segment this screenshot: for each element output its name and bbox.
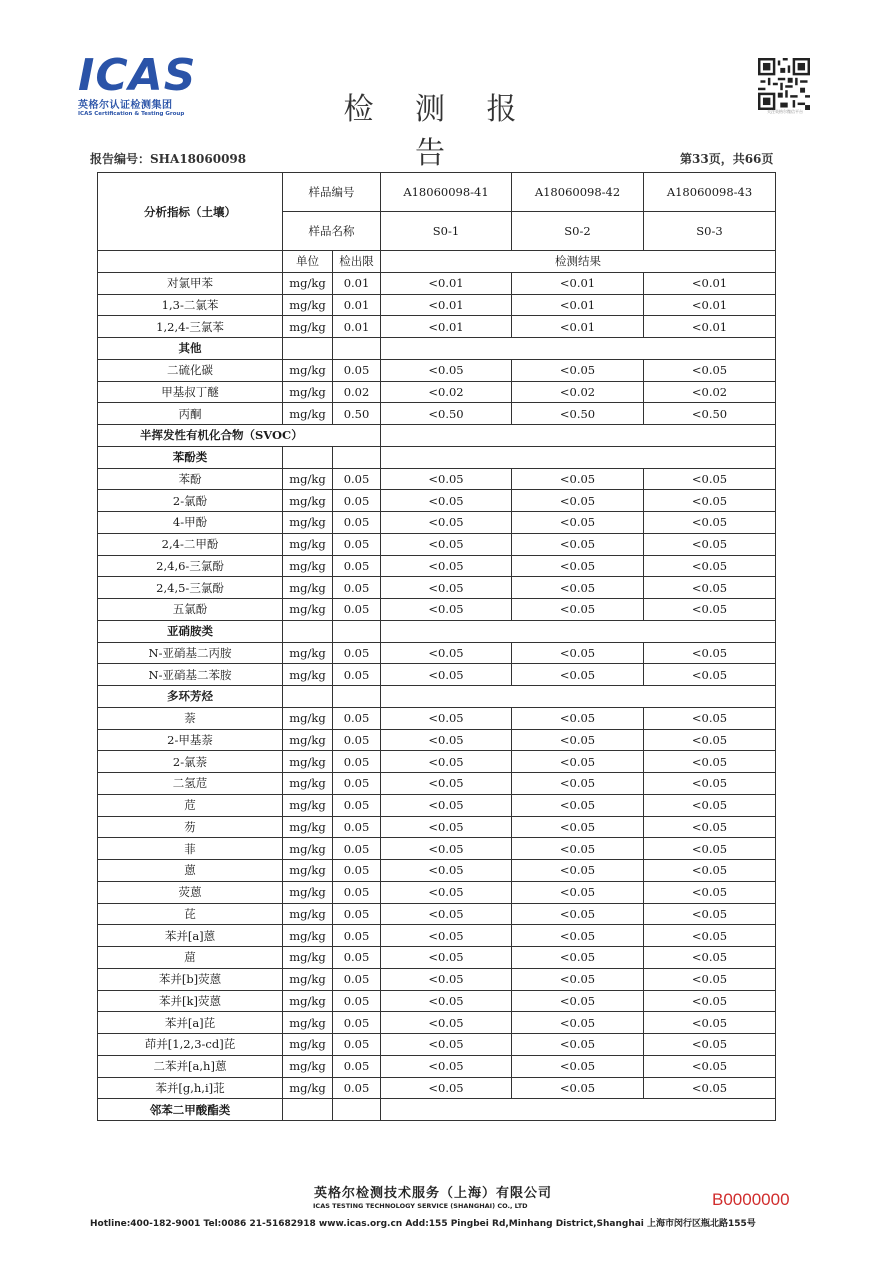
result-cell-1: <0.50 bbox=[381, 403, 512, 425]
table-row bbox=[98, 925, 776, 947]
qr-caption: 关注英格尔微信平台 bbox=[767, 109, 803, 114]
result-cell-1: <0.05 bbox=[381, 1055, 512, 1077]
unit-cell: mg/kg bbox=[283, 1012, 333, 1034]
result-cell-2: <0.05 bbox=[512, 903, 644, 925]
analyte-name: 苯并[a]芘 bbox=[98, 1012, 283, 1034]
category-row bbox=[98, 620, 776, 642]
detection-limit-cell: 0.01 bbox=[333, 272, 381, 294]
result-cell-1: <0.05 bbox=[381, 1012, 512, 1034]
result-cell-1: <0.05 bbox=[381, 729, 512, 751]
result-cell-2: <0.05 bbox=[512, 359, 644, 381]
unit-cell: mg/kg bbox=[283, 403, 333, 425]
result-cell-2: <0.05 bbox=[512, 990, 644, 1012]
analysis-label: 分析指标（土壤） bbox=[98, 173, 283, 251]
report-number: 报告编号：SHA18060098 bbox=[90, 152, 247, 166]
result-cell-2: <0.05 bbox=[512, 947, 644, 969]
unit-cell: mg/kg bbox=[283, 968, 333, 990]
result-cell-1: <0.05 bbox=[381, 903, 512, 925]
result-cell-3: <0.05 bbox=[644, 1034, 776, 1056]
table-row bbox=[98, 1034, 776, 1056]
result-cell-2: <0.05 bbox=[512, 860, 644, 882]
result-cell-1: <0.05 bbox=[381, 468, 512, 490]
unit-cell: mg/kg bbox=[283, 903, 333, 925]
sample-id-3: A18060098-43 bbox=[644, 173, 776, 212]
result-cell-3: <0.05 bbox=[644, 490, 776, 512]
detection-limit-cell: 0.05 bbox=[333, 490, 381, 512]
contact-line: Hotline:400-182-9001 Tel:0086 21-51682918 www.icas.org.cn Add:155 Pingbei Rd,Minhang District,Shanghai 上海市闵行区瓶北路155号 bbox=[90, 1219, 756, 1229]
result-cell-1: <0.05 bbox=[381, 838, 512, 860]
unit-cell: mg/kg bbox=[283, 1034, 333, 1056]
result-cell-3: <0.05 bbox=[644, 577, 776, 599]
analyte-name: 苯并[b]荧蒽 bbox=[98, 968, 283, 990]
analyte-name: 二硫化碳 bbox=[98, 359, 283, 381]
unit-cell: mg/kg bbox=[283, 947, 333, 969]
unit-cell: mg/kg bbox=[283, 359, 333, 381]
result-cell-3: <0.05 bbox=[644, 512, 776, 534]
result-cell-3: <0.05 bbox=[644, 751, 776, 773]
analyte-name: 䓛 bbox=[98, 947, 283, 969]
table-row bbox=[98, 381, 776, 403]
result-cell-1: <0.05 bbox=[381, 794, 512, 816]
result-cell-3: <0.05 bbox=[644, 968, 776, 990]
result-cell-1: <0.05 bbox=[381, 642, 512, 664]
result-cell-1: <0.05 bbox=[381, 490, 512, 512]
result-cell-2: <0.05 bbox=[512, 533, 644, 555]
category-label: 其他 bbox=[98, 338, 283, 360]
sample-name-2: S0-2 bbox=[512, 212, 644, 251]
table-row bbox=[98, 881, 776, 903]
detection-limit-cell: 0.05 bbox=[333, 512, 381, 534]
result-cell-3: <0.05 bbox=[644, 990, 776, 1012]
category-row bbox=[98, 686, 776, 708]
result-cell-3: <0.02 bbox=[644, 381, 776, 403]
category-label: 邻苯二甲酸酯类 bbox=[98, 1099, 283, 1121]
table-row bbox=[98, 555, 776, 577]
result-cell-2: <0.05 bbox=[512, 512, 644, 534]
unit-cell: mg/kg bbox=[283, 468, 333, 490]
unit-cell: mg/kg bbox=[283, 664, 333, 686]
detection-limit-cell: 0.01 bbox=[333, 294, 381, 316]
result-cell-2: <0.01 bbox=[512, 316, 644, 338]
unit-cell: mg/kg bbox=[283, 555, 333, 577]
analyte-name: 苯并[k]荧蒽 bbox=[98, 990, 283, 1012]
result-cell-1: <0.01 bbox=[381, 316, 512, 338]
analyte-name: 蒽 bbox=[98, 860, 283, 882]
results-table-body bbox=[98, 173, 776, 1121]
empty-cell bbox=[381, 686, 776, 708]
result-cell-2: <0.05 bbox=[512, 1034, 644, 1056]
table-row bbox=[98, 599, 776, 621]
empty-cell bbox=[381, 425, 776, 447]
table-row bbox=[98, 990, 776, 1012]
result-cell-1: <0.05 bbox=[381, 881, 512, 903]
category-label: 多环芳烃 bbox=[98, 686, 283, 708]
unit-cell: mg/kg bbox=[283, 751, 333, 773]
analyte-name: 甲基叔丁醚 bbox=[98, 381, 283, 403]
detection-limit-cell: 0.05 bbox=[333, 468, 381, 490]
category-row bbox=[98, 338, 776, 360]
serial-number: B0000000 bbox=[712, 1190, 790, 1209]
detection-limit-cell: 0.05 bbox=[333, 1034, 381, 1056]
unit-cell: mg/kg bbox=[283, 294, 333, 316]
unit-cell: mg/kg bbox=[283, 599, 333, 621]
result-cell-1: <0.05 bbox=[381, 707, 512, 729]
unit-cell: mg/kg bbox=[283, 794, 333, 816]
result-cell-3: <0.05 bbox=[644, 707, 776, 729]
logo-cn: 英格尔认证检测集团 bbox=[78, 100, 173, 111]
detection-limit-cell: 0.05 bbox=[333, 1077, 381, 1099]
unit-cell: mg/kg bbox=[283, 729, 333, 751]
unit-cell: mg/kg bbox=[283, 512, 333, 534]
sample-name-1: S0-1 bbox=[381, 212, 512, 251]
table-row bbox=[98, 838, 776, 860]
empty-cell bbox=[333, 1099, 381, 1121]
table-row bbox=[98, 642, 776, 664]
unit-cell: mg/kg bbox=[283, 642, 333, 664]
result-cell-1: <0.01 bbox=[381, 294, 512, 316]
result-cell-2: <0.02 bbox=[512, 381, 644, 403]
result-cell-2: <0.05 bbox=[512, 751, 644, 773]
result-cell-2: <0.05 bbox=[512, 794, 644, 816]
result-cell-1: <0.05 bbox=[381, 816, 512, 838]
page-number: 第33页，共66页 bbox=[680, 152, 774, 166]
result-cell-2: <0.05 bbox=[512, 925, 644, 947]
result-cell-1: <0.01 bbox=[381, 272, 512, 294]
table-row bbox=[98, 512, 776, 534]
result-cell-3: <0.05 bbox=[644, 1012, 776, 1034]
analyte-name: 芘 bbox=[98, 903, 283, 925]
table-row bbox=[98, 1012, 776, 1034]
analyte-name: 苊 bbox=[98, 794, 283, 816]
detection-limit-cell: 0.05 bbox=[333, 794, 381, 816]
analyte-name: 2-氯酚 bbox=[98, 490, 283, 512]
company-name-en: ICAS TESTING TECHNOLOGY SERVICE (SHANGHAI) CO., LTD bbox=[313, 1202, 528, 1210]
result-cell-3: <0.01 bbox=[644, 316, 776, 338]
category-label: 苯酚类 bbox=[98, 446, 283, 468]
result-cell-1: <0.05 bbox=[381, 664, 512, 686]
unit-cell: mg/kg bbox=[283, 490, 333, 512]
unit-cell: mg/kg bbox=[283, 773, 333, 795]
group-label: 半挥发性有机化合物（SVOC） bbox=[98, 425, 381, 447]
empty-cell bbox=[381, 446, 776, 468]
results-table bbox=[97, 172, 776, 1121]
empty-cell bbox=[381, 620, 776, 642]
detection-limit-cell: 0.02 bbox=[333, 381, 381, 403]
result-cell-1: <0.05 bbox=[381, 577, 512, 599]
result-cell-3: <0.05 bbox=[644, 816, 776, 838]
sample-id-label: 样品编号 bbox=[283, 173, 381, 212]
sample-id-1: A18060098-41 bbox=[381, 173, 512, 212]
result-cell-2: <0.05 bbox=[512, 816, 644, 838]
result-cell-2: <0.05 bbox=[512, 555, 644, 577]
result-cell-1: <0.05 bbox=[381, 359, 512, 381]
result-cell-3: <0.50 bbox=[644, 403, 776, 425]
analyte-name: 萘 bbox=[98, 707, 283, 729]
result-cell-1: <0.05 bbox=[381, 947, 512, 969]
result-cell-3: <0.05 bbox=[644, 773, 776, 795]
result-cell-3: <0.05 bbox=[644, 903, 776, 925]
result-cell-1: <0.05 bbox=[381, 1034, 512, 1056]
table-row bbox=[98, 947, 776, 969]
logo-text: ICAS bbox=[78, 50, 197, 101]
empty-cell bbox=[381, 1099, 776, 1121]
analyte-name: 对氯甲苯 bbox=[98, 272, 283, 294]
analyte-name: 苯并[g,h,i]苝 bbox=[98, 1077, 283, 1099]
empty-cell bbox=[283, 620, 333, 642]
unit-cell: mg/kg bbox=[283, 316, 333, 338]
detection-limit-cell: 0.05 bbox=[333, 947, 381, 969]
table-row bbox=[98, 468, 776, 490]
detection-limit-cell: 0.05 bbox=[333, 751, 381, 773]
table-row bbox=[98, 773, 776, 795]
detection-limit-cell: 0.05 bbox=[333, 903, 381, 925]
detection-limit-cell: 0.05 bbox=[333, 773, 381, 795]
empty-cell bbox=[98, 251, 283, 273]
result-cell-1: <0.05 bbox=[381, 925, 512, 947]
table-row bbox=[98, 816, 776, 838]
result-cell-1: <0.05 bbox=[381, 1077, 512, 1099]
analyte-name: 4-甲酚 bbox=[98, 512, 283, 534]
result-cell-3: <0.05 bbox=[644, 794, 776, 816]
empty-cell bbox=[333, 446, 381, 468]
result-cell-1: <0.05 bbox=[381, 860, 512, 882]
category-row bbox=[98, 1099, 776, 1121]
result-cell-2: <0.05 bbox=[512, 1012, 644, 1034]
detection-limit-cell: 0.05 bbox=[333, 968, 381, 990]
result-cell-1: <0.05 bbox=[381, 599, 512, 621]
unit-label: 单位 bbox=[283, 251, 333, 273]
result-cell-3: <0.05 bbox=[644, 359, 776, 381]
table-row bbox=[98, 968, 776, 990]
result-cell-1: <0.05 bbox=[381, 990, 512, 1012]
empty-cell bbox=[333, 338, 381, 360]
analyte-name: 芴 bbox=[98, 816, 283, 838]
result-cell-2: <0.05 bbox=[512, 468, 644, 490]
group-row bbox=[98, 425, 776, 447]
result-cell-3: <0.05 bbox=[644, 1077, 776, 1099]
result-cell-2: <0.05 bbox=[512, 881, 644, 903]
result-cell-2: <0.05 bbox=[512, 707, 644, 729]
analyte-name: 二苯并[a,h]蒽 bbox=[98, 1055, 283, 1077]
table-row bbox=[98, 860, 776, 882]
detection-limit-cell: 0.05 bbox=[333, 359, 381, 381]
detection-limit-cell: 0.05 bbox=[333, 577, 381, 599]
result-cell-2: <0.05 bbox=[512, 577, 644, 599]
result-cell-3: <0.01 bbox=[644, 272, 776, 294]
unit-cell: mg/kg bbox=[283, 381, 333, 403]
empty-cell bbox=[333, 620, 381, 642]
result-cell-1: <0.05 bbox=[381, 751, 512, 773]
result-cell-2: <0.01 bbox=[512, 272, 644, 294]
table-row bbox=[98, 533, 776, 555]
unit-cell: mg/kg bbox=[283, 1077, 333, 1099]
detection-limit-cell: 0.05 bbox=[333, 599, 381, 621]
table-row bbox=[98, 903, 776, 925]
detection-limit-cell: 0.05 bbox=[333, 642, 381, 664]
result-cell-3: <0.05 bbox=[644, 555, 776, 577]
result-cell-3: <0.05 bbox=[644, 1055, 776, 1077]
result-cell-3: <0.05 bbox=[644, 860, 776, 882]
sample-name-label: 样品名称 bbox=[283, 212, 381, 251]
unit-cell: mg/kg bbox=[283, 577, 333, 599]
category-label: 亚硝胺类 bbox=[98, 620, 283, 642]
detection-limit-cell: 0.05 bbox=[333, 729, 381, 751]
table-row bbox=[98, 577, 776, 599]
result-cell-3: <0.05 bbox=[644, 925, 776, 947]
empty-cell bbox=[283, 338, 333, 360]
company-name-cn: 英格尔检测技术服务（上海）有限公司 bbox=[314, 1186, 553, 1201]
table-row bbox=[98, 403, 776, 425]
analyte-name: 茚并[1,2,3-cd]芘 bbox=[98, 1034, 283, 1056]
result-cell-2: <0.01 bbox=[512, 294, 644, 316]
analyte-name: 2,4,5-三氯酚 bbox=[98, 577, 283, 599]
unit-cell: mg/kg bbox=[283, 272, 333, 294]
table-row bbox=[98, 490, 776, 512]
table-row bbox=[98, 359, 776, 381]
result-cell-3: <0.05 bbox=[644, 533, 776, 555]
detection-limit-cell: 0.05 bbox=[333, 925, 381, 947]
result-cell-3: <0.05 bbox=[644, 642, 776, 664]
sample-name-3: S0-3 bbox=[644, 212, 776, 251]
table-header-row bbox=[98, 173, 776, 212]
empty-cell bbox=[283, 1099, 333, 1121]
analyte-name: 荧蒽 bbox=[98, 881, 283, 903]
table-row bbox=[98, 751, 776, 773]
table-row bbox=[98, 1055, 776, 1077]
unit-cell: mg/kg bbox=[283, 925, 333, 947]
result-label: 检测结果 bbox=[381, 251, 776, 273]
result-cell-2: <0.05 bbox=[512, 1055, 644, 1077]
detection-limit-cell: 0.05 bbox=[333, 1012, 381, 1034]
result-cell-2: <0.05 bbox=[512, 773, 644, 795]
detection-limit-cell: 0.05 bbox=[333, 555, 381, 577]
detection-limit-cell: 0.05 bbox=[333, 707, 381, 729]
analyte-name: N-亚硝基二苯胺 bbox=[98, 664, 283, 686]
result-cell-3: <0.05 bbox=[644, 599, 776, 621]
analyte-name: 二氢苊 bbox=[98, 773, 283, 795]
analyte-name: 2-氯萘 bbox=[98, 751, 283, 773]
empty-cell bbox=[283, 446, 333, 468]
table-row bbox=[98, 729, 776, 751]
detection-limit-cell: 0.05 bbox=[333, 990, 381, 1012]
analyte-name: N-亚硝基二丙胺 bbox=[98, 642, 283, 664]
detection-limit-cell: 0.50 bbox=[333, 403, 381, 425]
qr-code-icon bbox=[758, 58, 810, 110]
unit-cell: mg/kg bbox=[283, 707, 333, 729]
result-cell-3: <0.05 bbox=[644, 729, 776, 751]
result-cell-3: <0.05 bbox=[644, 468, 776, 490]
analyte-name: 苯并[a]蒽 bbox=[98, 925, 283, 947]
table-header-row bbox=[98, 251, 776, 273]
analyte-name: 2-甲基萘 bbox=[98, 729, 283, 751]
detection-limit-cell: 0.05 bbox=[333, 816, 381, 838]
icas-logo bbox=[78, 50, 203, 117]
result-cell-2: <0.05 bbox=[512, 664, 644, 686]
unit-cell: mg/kg bbox=[283, 838, 333, 860]
result-cell-2: <0.05 bbox=[512, 490, 644, 512]
limit-label: 检出限 bbox=[333, 251, 381, 273]
detection-limit-cell: 0.05 bbox=[333, 881, 381, 903]
result-cell-1: <0.05 bbox=[381, 773, 512, 795]
empty-cell bbox=[283, 686, 333, 708]
analyte-name: 菲 bbox=[98, 838, 283, 860]
unit-cell: mg/kg bbox=[283, 1055, 333, 1077]
analyte-name: 2,4,6-三氯酚 bbox=[98, 555, 283, 577]
document-title: 检 测 报 告 bbox=[343, 92, 533, 171]
table-row bbox=[98, 316, 776, 338]
table-row bbox=[98, 272, 776, 294]
detection-limit-cell: 0.05 bbox=[333, 838, 381, 860]
detection-limit-cell: 0.05 bbox=[333, 1055, 381, 1077]
detection-limit-cell: 0.01 bbox=[333, 316, 381, 338]
analyte-name: 丙酮 bbox=[98, 403, 283, 425]
analyte-name: 2,4-二甲酚 bbox=[98, 533, 283, 555]
logo-en: ICAS Certification & Testing Group bbox=[78, 111, 185, 117]
analyte-name: 1,3-二氯苯 bbox=[98, 294, 283, 316]
result-cell-2: <0.05 bbox=[512, 729, 644, 751]
result-cell-3: <0.05 bbox=[644, 881, 776, 903]
result-cell-3: <0.01 bbox=[644, 294, 776, 316]
result-cell-1: <0.05 bbox=[381, 512, 512, 534]
result-cell-1: <0.05 bbox=[381, 968, 512, 990]
detection-limit-cell: 0.05 bbox=[333, 664, 381, 686]
result-cell-1: <0.02 bbox=[381, 381, 512, 403]
table-row bbox=[98, 1077, 776, 1099]
table-row bbox=[98, 794, 776, 816]
detection-limit-cell: 0.05 bbox=[333, 860, 381, 882]
result-cell-2: <0.05 bbox=[512, 1077, 644, 1099]
analyte-name: 五氯酚 bbox=[98, 599, 283, 621]
result-cell-2: <0.50 bbox=[512, 403, 644, 425]
result-cell-2: <0.05 bbox=[512, 968, 644, 990]
result-cell-3: <0.05 bbox=[644, 664, 776, 686]
result-cell-1: <0.05 bbox=[381, 533, 512, 555]
unit-cell: mg/kg bbox=[283, 860, 333, 882]
result-cell-1: <0.05 bbox=[381, 555, 512, 577]
analyte-name: 1,2,4-三氯苯 bbox=[98, 316, 283, 338]
result-cell-2: <0.05 bbox=[512, 599, 644, 621]
result-cell-2: <0.05 bbox=[512, 642, 644, 664]
table-row bbox=[98, 707, 776, 729]
result-cell-2: <0.05 bbox=[512, 838, 644, 860]
category-row bbox=[98, 446, 776, 468]
unit-cell: mg/kg bbox=[283, 881, 333, 903]
unit-cell: mg/kg bbox=[283, 816, 333, 838]
empty-cell bbox=[333, 686, 381, 708]
analyte-name: 苯酚 bbox=[98, 468, 283, 490]
table-row bbox=[98, 664, 776, 686]
unit-cell: mg/kg bbox=[283, 990, 333, 1012]
sample-id-2: A18060098-42 bbox=[512, 173, 644, 212]
detection-limit-cell: 0.05 bbox=[333, 533, 381, 555]
table-row bbox=[98, 294, 776, 316]
unit-cell: mg/kg bbox=[283, 533, 333, 555]
result-cell-3: <0.05 bbox=[644, 838, 776, 860]
result-cell-3: <0.05 bbox=[644, 947, 776, 969]
empty-cell bbox=[381, 338, 776, 360]
